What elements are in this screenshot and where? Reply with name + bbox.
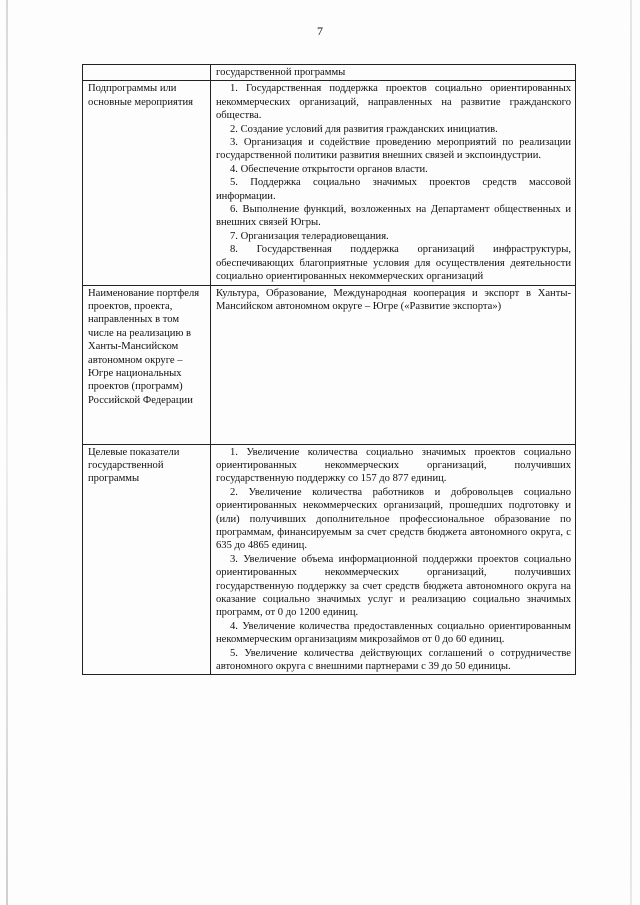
list-item: 1. Государственная поддержка проектов социально ориентированных некоммерческих организаций, направленных на развитие гражданского общества. xyxy=(216,83,571,122)
table-row xyxy=(83,285,576,444)
list-item: 5. Поддержка социально значимых проектов средств массовой информации. xyxy=(216,177,571,202)
list-item: 8. Государственная поддержка организаций инфраструктуры, обеспечивающих благоприятные условия для осуществления деятельности социально ориентированных некоммерческих организаций xyxy=(216,244,571,283)
list-item: 2. Создание условий для развития гражданских инициатив. xyxy=(230,123,498,135)
list-item: 5. Увеличение количества действующих соглашений о сотрудничестве автономного округа с внешними партнерами с 39 до 50 единицы. xyxy=(216,647,571,672)
scan-edge-left xyxy=(6,0,8,905)
page-number: 7 xyxy=(317,24,323,38)
list-item: 3. Увеличение объема информационной поддержки проектов социально ориентированных некоммерческих организаций, получивших государственную поддержку за счет средств бюджета автономного округа на оказание социально значимых услуг и реализацию социально значимых программ, от 0 до 1200 единиц. xyxy=(216,553,571,619)
row-label-subprograms: Подпрограммы или основные мероприятия xyxy=(83,81,211,285)
table-row xyxy=(83,81,576,285)
program-passport-table xyxy=(82,64,576,675)
list-item: Культура, Образование, Международная кооперация и экспорт в Ханты-Мансийском автономном округе – Югре («Развитие экспорта») xyxy=(216,287,571,312)
row-content-project-portfolio xyxy=(211,285,576,444)
table-cell-label-empty xyxy=(83,65,211,81)
list-item: 6. Выполнение функций, возложенных на Департамент общественных и внешних связей Югры. xyxy=(216,204,571,229)
row-content-subprograms xyxy=(211,81,576,285)
list-item: 4. Увеличение количества предоставленных социально ориентированным некоммерческим организациям микрозаймов от 0 до 60 единиц. xyxy=(216,620,571,646)
list-item: 4. Обеспечение открытости органов власти. xyxy=(230,163,428,175)
table-row-continuation xyxy=(83,65,576,81)
row-label-target-indicators: Целевые показатели государственной программы xyxy=(83,444,211,675)
list-item: 3. Организация и содействие проведению мероприятий по реализации государственной политики развития внешних связей и экспоиндустрии. xyxy=(216,137,571,162)
table-cell-continuation xyxy=(211,65,576,81)
row-label-project-portfolio: Наименование портфеля проектов, проекта, направленных в том числе на реализацию в Ханты-Мансийском автономном округе – Югре национальных проектов (программ) Российской Федерации xyxy=(83,285,211,444)
continuation-text: государственной программы xyxy=(216,67,346,78)
row-content-target-indicators xyxy=(211,444,576,675)
scan-edge-right xyxy=(630,0,632,905)
list-item: 2. Увеличение количества работников и добровольцев социально ориентированных некоммерческих организаций, прошедших подготовку и (или) получивших дополнительное профессиональное образование по программам, финансируемым за счет средств бюджета автономного округа, с 635 до 4865 единиц. xyxy=(216,486,571,552)
table-row xyxy=(83,444,576,675)
list-item: 1. Увеличение количества социально значимых проектов социально ориентированных некоммерческих организаций, получивших государственную поддержку со 157 до 877 единиц. xyxy=(216,446,571,485)
list-item: 7. Организация телерадиовещания. xyxy=(230,230,389,242)
